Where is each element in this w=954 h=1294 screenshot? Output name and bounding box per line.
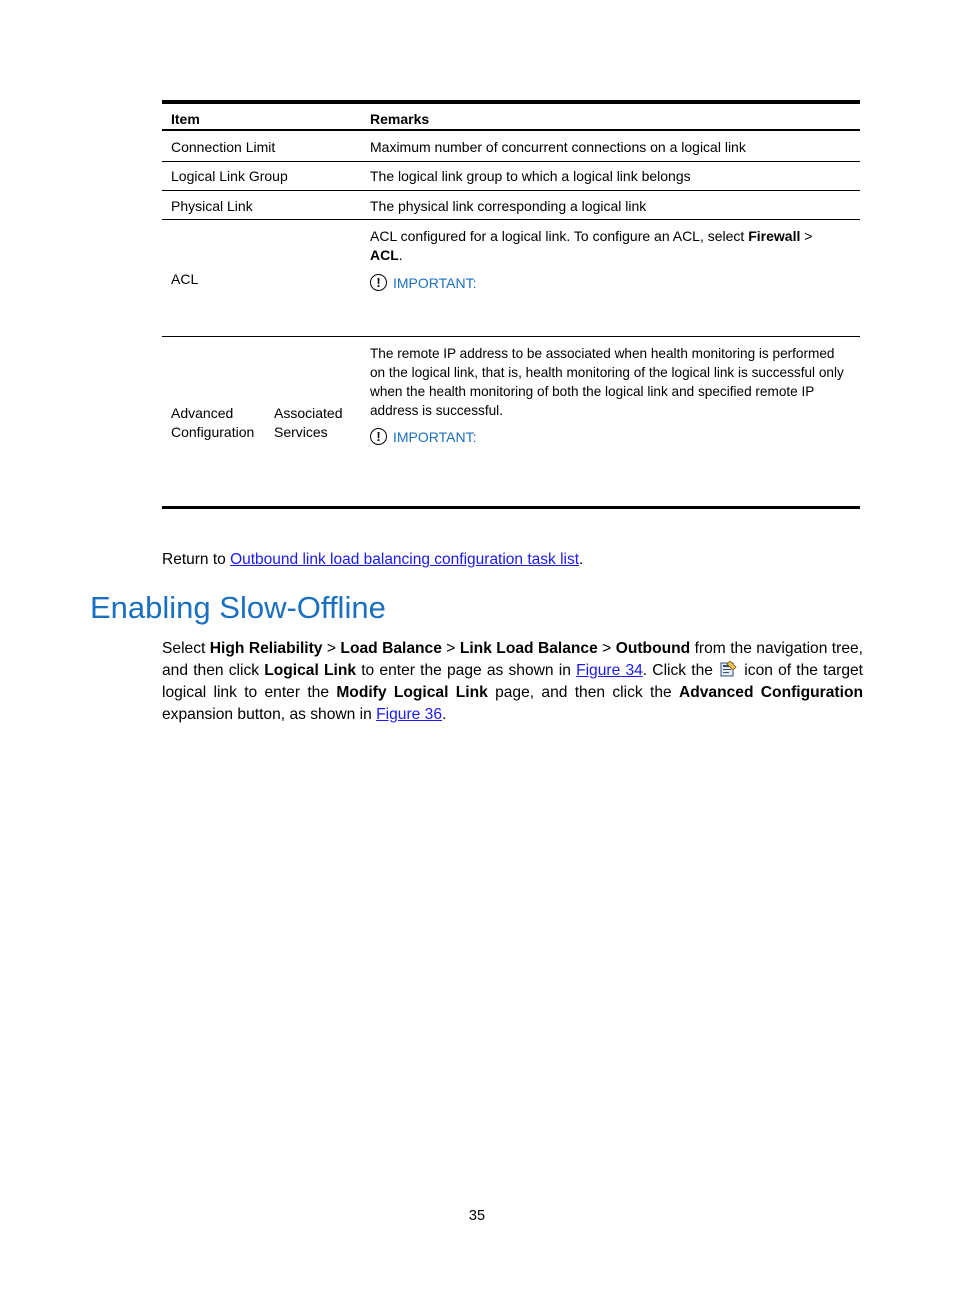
header-remarks: Remarks bbox=[370, 111, 430, 127]
table-row-item: Advanced Configuration bbox=[171, 405, 255, 440]
important-note: ! IMPORTANT: bbox=[370, 274, 477, 291]
acl-remarks: ACL configured for a logical link. To configure an ACL, select Firewall > ACL. bbox=[370, 228, 813, 263]
table-row-remarks: The logical link group to which a logical link belongs bbox=[370, 168, 691, 184]
figure-36-link[interactable]: Figure 36 bbox=[376, 706, 443, 723]
header-item: Item bbox=[171, 111, 200, 127]
table-row-item: Connection Limit bbox=[171, 139, 276, 155]
warning-icon: ! bbox=[370, 274, 387, 291]
task-list-link[interactable]: Outbound link load balancing configuration task list bbox=[230, 551, 580, 568]
section-paragraph: Select High Reliability > Load Balance > Link Load Balance > Outbound from the navigation tree, and then click Logical Link to enter the page as shown in Figure 34. Click the icon of the target logical link to enter the Modify Logical Link page, and then click the Advanced Configuration expansion button, as shown in Figure 36. bbox=[162, 640, 863, 723]
modify-icon bbox=[720, 660, 737, 677]
return-line: Return to Outbound link load balancing configuration task list. bbox=[162, 551, 584, 568]
table-bottom-rule bbox=[162, 506, 860, 509]
row-divider bbox=[162, 219, 860, 220]
row-divider bbox=[162, 336, 860, 337]
table-top-rule bbox=[162, 100, 860, 104]
figure-34-link[interactable]: Figure 34 bbox=[576, 662, 643, 679]
table-row-item: ACL bbox=[171, 271, 199, 287]
row-divider bbox=[162, 161, 860, 162]
warning-icon: ! bbox=[370, 428, 387, 445]
table-row-remarks: Maximum number of concurrent connections on a logical link bbox=[370, 139, 746, 155]
page-number: 35 bbox=[468, 1208, 486, 1224]
table-row-remarks: The physical link corresponding a logical link bbox=[370, 198, 647, 214]
table-row-subitem: Associated Services bbox=[274, 405, 343, 440]
section-heading: Enabling Slow-Offline bbox=[90, 590, 386, 625]
table-header-rule bbox=[162, 129, 860, 131]
table-row-item: Physical Link bbox=[171, 198, 253, 214]
table-row-item: Logical Link Group bbox=[171, 168, 288, 184]
important-note: ! IMPORTANT: bbox=[370, 428, 477, 445]
advanced-remarks: The remote IP address to be associated when health monitoring is performed on the logical link, that is, health monitoring of the logical link is successful only when the health monitoring of both the logical link and specified remote IP address is successful. bbox=[370, 346, 844, 418]
row-divider bbox=[162, 190, 860, 191]
